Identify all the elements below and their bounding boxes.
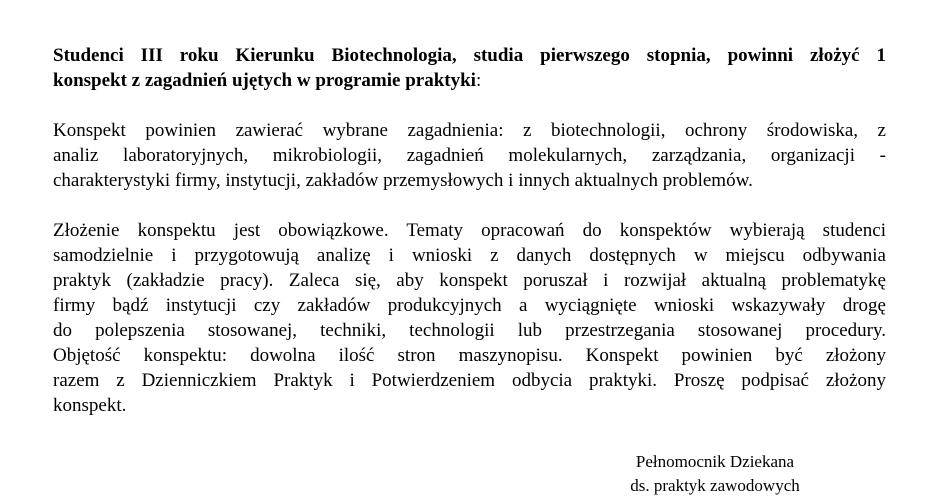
paragraph-1	[53, 118, 886, 193]
heading-line-2-text: konspekt z zagadnień ujętych w programie praktyki	[53, 70, 476, 91]
paragraph-2-line-8: konspekt.	[53, 395, 127, 416]
paragraph-1-line-2: analiz laboratoryjnych, mikrobiologii, zagadnień molekularnych, zarządzania, organizacji -	[53, 145, 886, 166]
paragraph-2-line-1: Złożenie konspektu jest obowiązkowe. Tematy opracowań do konspektów wybierają studenci	[53, 220, 886, 241]
paragraph-1-line-3: charakterystyki firmy, instytucji, zakładów przemysłowych i innych aktualnych problemów.	[53, 170, 753, 191]
heading-colon: :	[475, 70, 482, 91]
signature-block	[600, 450, 830, 498]
paragraph-1-line-1: Konspekt powinien zawierać wybrane zagadnienia: z biotechnologii, ochrony środowiska, z	[53, 120, 886, 141]
paragraph-2-line-5: do polepszenia stosowanej, techniki, technologii lub przestrzegania stosowanej procedury.	[53, 320, 886, 341]
heading-paragraph	[53, 43, 886, 93]
paragraph-2-line-4: firmy bądź instytucji czy zakładów produkcyjnych a wyciągnięte wnioski wskazywały drogę	[53, 295, 886, 316]
signature-subtitle: ds. praktyk zawodowych	[630, 476, 800, 495]
document-body	[53, 43, 886, 418]
paragraph-2-line-3: praktyk (zakładzie pracy). Zaleca się, aby konspekt poruszał i rozwijał aktualną problematykę	[53, 270, 886, 291]
paragraph-2-line-6: Objętość konspektu: dowolna ilość stron maszynopisu. Konspekt powinien być złożony	[53, 345, 886, 366]
heading-line-2	[53, 68, 886, 93]
signature-title: Pełnomocnik Dziekana	[635, 452, 795, 471]
paragraph-2	[53, 218, 886, 418]
paragraph-2-line-2: samodzielnie i przygotowują analizę i wnioski z danych dostępnych w miejscu odbywania	[53, 245, 886, 266]
heading-line-1: Studenci III roku Kierunku Biotechnologia, studia pierwszego stopnia, powinni złożyć 1	[53, 45, 886, 66]
paragraph-2-line-7: razem z Dzienniczkiem Praktyk i Potwierdzeniem odbycia praktyki. Proszę podpisać złożony	[53, 370, 886, 391]
